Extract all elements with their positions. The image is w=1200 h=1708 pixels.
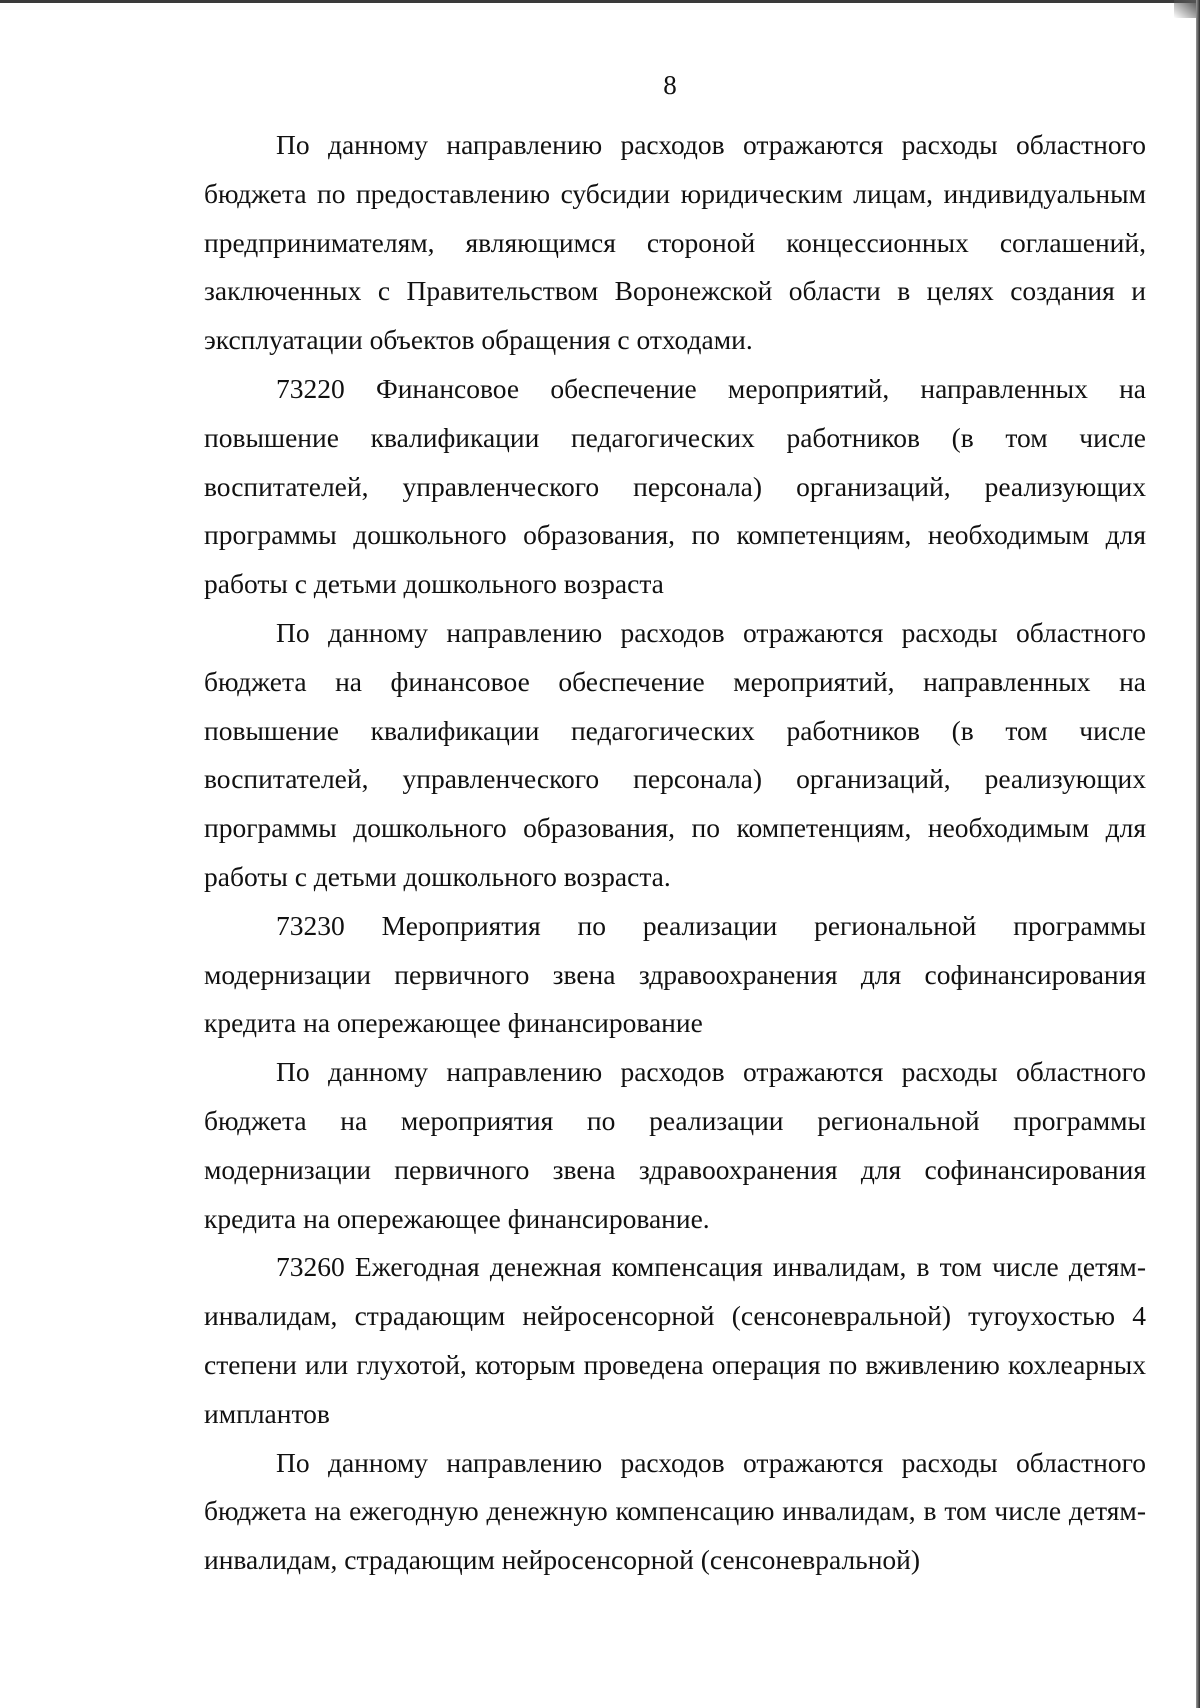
paragraph: 73230 Мероприятия по реализации региональной программы модернизации первичного звена здравоохранения для софинансирования кредита на опережающее финансирование: [204, 909, 1146, 1039]
scan-edge-top: [0, 0, 1200, 3]
document-body: [204, 121, 1146, 1585]
paragraph: По данному направлению расходов отражаются расходы областного бюджета на ежегодную денежную компенсацию инвалидам, в том числе детям-инвалидам, страдающим нейросенсорной (сенсоневральной): [204, 1446, 1146, 1576]
paragraph: 73260 Ежегодная денежная компенсация инвалидам, в том числе детям-инвалидам, страдающим нейросенсорной (сенсоневральной) тугоухостью 4 степени или глухотой, которым проведена операция по вживлению кохлеарных имплантов: [204, 1251, 1146, 1429]
scan-corner: [1174, 0, 1196, 18]
scan-edge-right: [1196, 0, 1200, 1708]
page-number: 8: [663, 70, 677, 100]
paragraph: По данному направлению расходов отражаются расходы областного бюджета на мероприятия по реализации региональной программы модернизации первичного звена здравоохранения для софинансирования кредита на опережающее финансирование.: [204, 1056, 1146, 1234]
paragraph: 73220 Финансовое обеспечение мероприятий, направленных на повышение квалификации педагогических работников (в том числе воспитателей, управленческого персонала) организаций, реализующих программы дошкольного образования, по компетенциям, необходимым для работы с детьми дошкольного возраста: [204, 372, 1146, 600]
paragraph: По данному направлению расходов отражаются расходы областного бюджета по предоставлению субсидии юридическим лицам, индивидуальным предпринимателям, являющимся стороной концессионных соглашений, заключенных с Правительством Воронежской области в целях создания и эксплуатации объектов обращения с отходами.: [204, 129, 1146, 356]
paragraph: По данному направлению расходов отражаются расходы областного бюджета на финансовое обеспечение мероприятий, направленных на повышение квалификации педагогических работников (в том числе воспитателей, управленческого персонала) организаций, реализующих программы дошкольного образования, по компетенциям, необходимым для работы с детьми дошкольного возраста.: [204, 616, 1146, 892]
